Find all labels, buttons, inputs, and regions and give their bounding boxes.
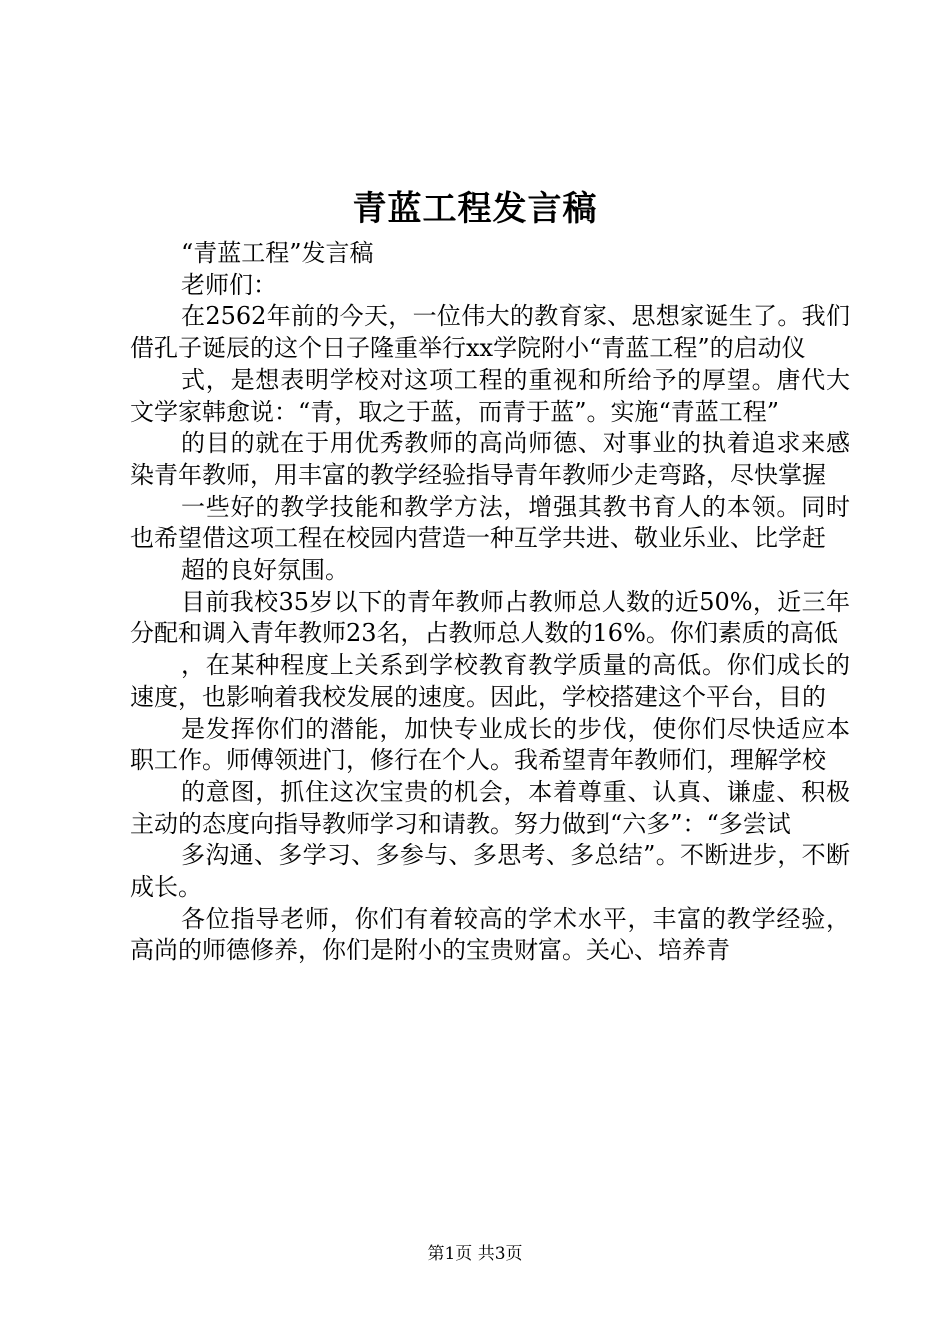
paragraph: 在2562年前的今天，一位伟大的教育家、思想家诞生了。我们借孔子诞辰的这个日子隆重举行xx学院附小“青蓝工程”的启动仪 (130, 302, 850, 363)
paragraph: “青蓝工程”发言稿 (181, 239, 374, 267)
page-footer: 第1页 共3页 (427, 1244, 523, 1264)
paragraph: 超的良好氛围。 (181, 556, 349, 585)
paragraph: ，在某种程度上关系到学校教育教学质量的高低。你们成长的速度，也影响着我校发展的速度。因此，学校搭建这个平台，目的 (130, 651, 850, 711)
document-body (130, 238, 850, 967)
paragraph: 是发挥你们的潜能，加快专业成长的步伐，使你们尽快适应本职工作。师傅领进门，修行在个人。我希望青年教师们，理解学校 (130, 714, 850, 775)
paragraph: 的目的就在于用优秀教师的高尚师德、对事业的执着追求来感染青年教师，用丰富的教学经验指导青年教师少走弯路，尽快掌握 (130, 429, 850, 489)
paragraph: 一些好的教学技能和教学方法，增强其教书育人的本领。同时也希望借这项工程在校园内营造一种互学共进、敬业乐业、比学赶 (130, 492, 850, 553)
paragraph: 多沟通、多学习、多参与、多思考、多总结”。不断进步，不断成长。 (130, 841, 850, 902)
paragraph: 式，是想表明学校对这项工程的重视和所给予的厚望。唐代大文学家韩愈说：“青，取之于蓝，而青于蓝”。实施“青蓝工程” (130, 365, 850, 426)
paragraph: 各位指导老师，你们有着较高的学术水平，丰富的教学经验，高尚的师德修养，你们是附小的宝贵财富。关心、培养青 (130, 904, 850, 965)
paragraph: 目前我校35岁以下的青年教师占教师总人数的近50%，近三年分配和调入青年教师23名，占教师总人数的16%。你们素质的高低 (130, 587, 850, 648)
page-title: 青蓝工程发言稿 (352, 189, 598, 229)
paragraph: 的意图，抓住这次宝贵的机会，本着尊重、认真、谦虚、积极主动的态度向指导教师学习和请教。努力做到“六多”：“多尝试 (130, 777, 850, 838)
paragraph: 老师们： (181, 270, 277, 299)
